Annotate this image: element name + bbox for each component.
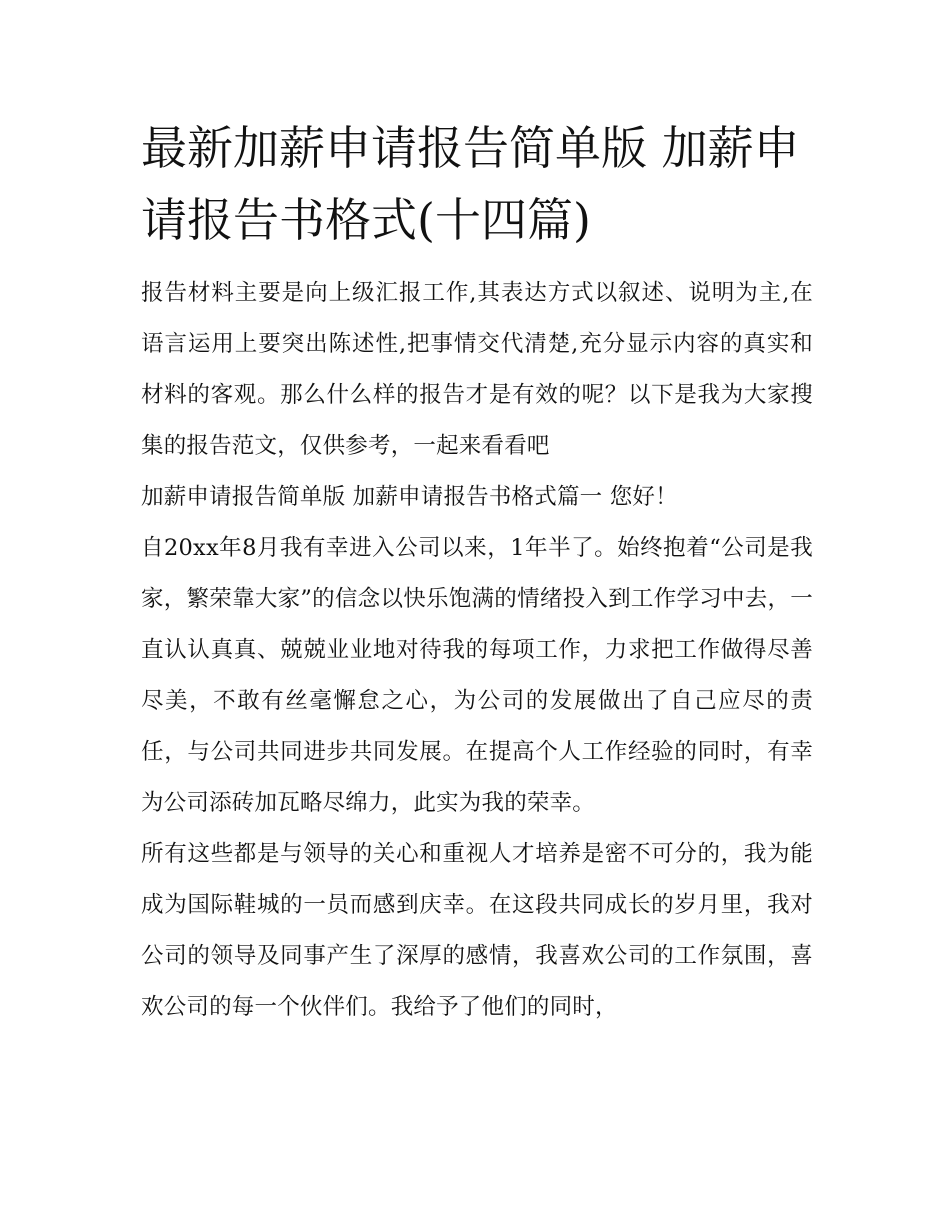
paragraph-work-history: 自20xx年8月我有幸进入公司以来，1年半了。始终抱着“公司是我家，繁荣靠大家”的信念以快乐饱满的情绪投入到工作学习中去，一直认认真真、兢兢业业地对待我的每项工作，力求把工作做得尽善尽美，不敢有丝毫懈怠之心，为公司的发展做出了自己应尽的责任，与公司共同进步共同发展。在提高个人工作经验的同时，有幸为公司添砖加瓦略尽绵力，此实为我的荣幸。: [141, 535, 813, 816]
document-content: [141, 112, 813, 1033]
paragraph-gratitude: 所有这些都是与领导的关心和重视人才培养是密不可分的，我为能成为国际鞋城的一员而感到庆幸。在这段共同成长的岁月里，我对公司的领导及同事产生了深厚的感情，我喜欢公司的工作氛围，喜欢公司的每一个伙伴们。我给予了他们的同时，: [141, 841, 813, 1020]
paragraph-intro: 报告材料主要是向上级汇报工作,其表达方式以叙述、说明为主,在语言运用上要突出陈述性,把事情交代清楚,充分显示内容的真实和材料的客观。那么什么样的报告才是有效的呢？以下是我为大家搜集的报告范文，仅供参考，一起来看看吧: [141, 280, 813, 459]
document-body: [141, 268, 813, 1033]
paragraph-heading-greeting: 加薪申请报告简单版 加薪申请报告书格式篇一 您好！: [141, 484, 678, 510]
document-title: 最新加薪申请报告简单版 加薪申请报告书格式(十四篇): [141, 121, 800, 247]
